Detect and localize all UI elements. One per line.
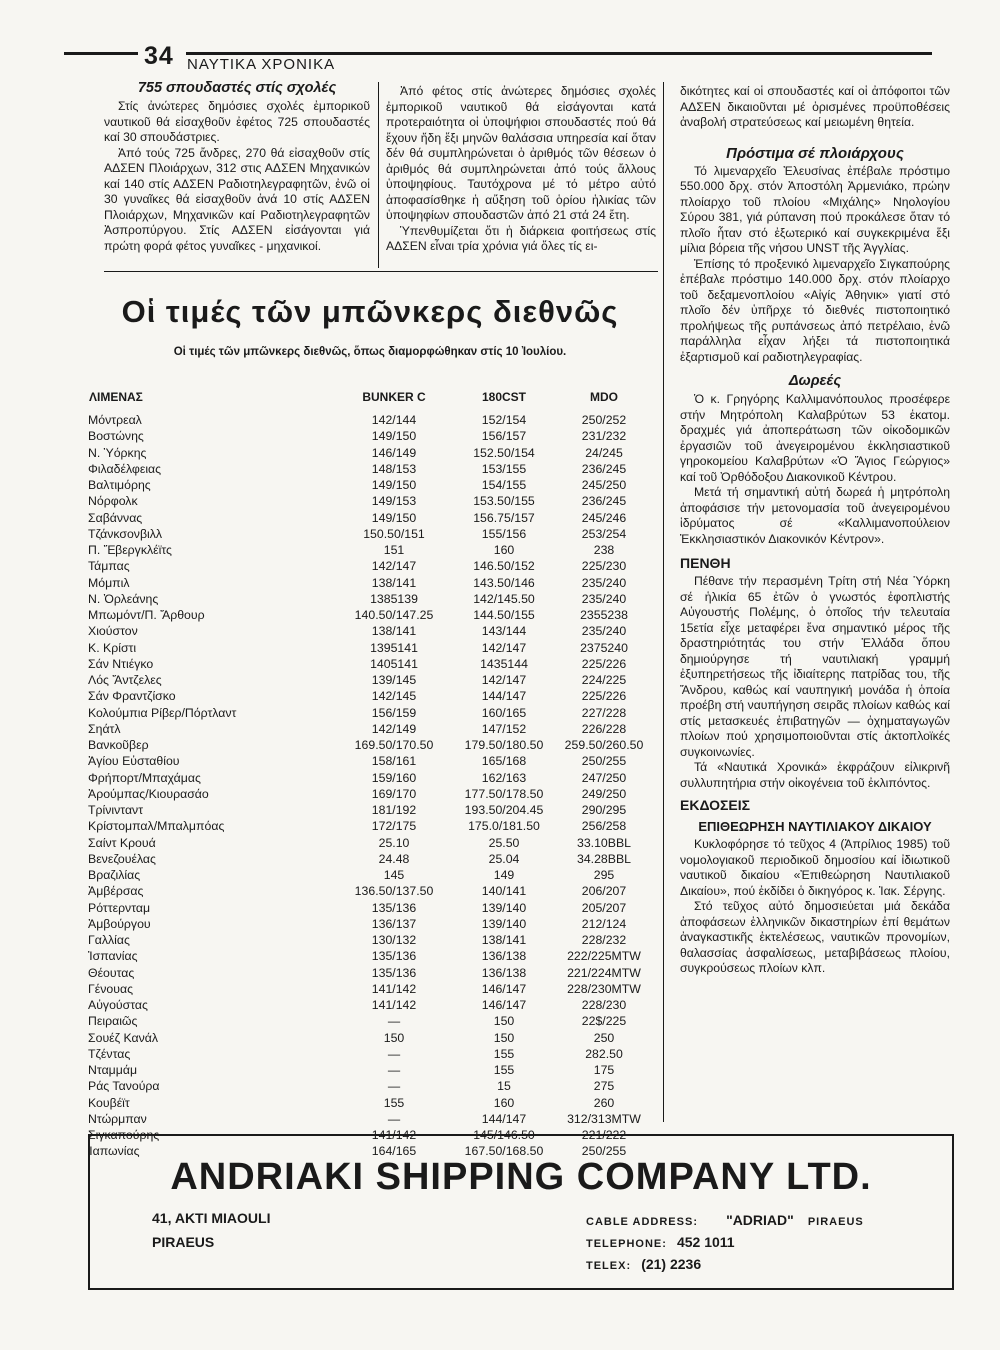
cell-180cst: 160/165 <box>481 705 527 720</box>
cell-180cst: 155 <box>493 1046 515 1061</box>
cell-mdo: 221/222 <box>581 1128 627 1143</box>
cell-mdo: 282.50 <box>585 1046 623 1061</box>
cell-port: Ν. Ὀρλεάνης <box>88 591 159 606</box>
article-paragraph: Ἐπίσης τό προξενικό λιμεναρχεῖο Σιγκαπούρης ἐπέβαλε πρόστιμο 140.000 δρχ. στόν πλοίαρχο τοῦ δεξαμενοπλοίου «Αἰγίς Ἀθηνικ» γιατί στό πλοῖο δέν ὑπῆρχε τό διεθνές πιστοποιητικό προλήψεως τῆς ρυπάνσεως ἀπό πετρέλαιο, ἐνῶ παράλληλα εἶχαν λήξει τά πιστοποιητικά ἐξαρτισμοῦ καί ραδιοτηλεγραφίας. <box>680 256 950 364</box>
column-header-mdo: MDO <box>590 390 618 404</box>
cell-port: Πειραιῶς <box>88 1014 138 1029</box>
article-paragraph: δικότητες καί οἱ σπουδαστές καί οἱ ἀπόφοιτοι τῶν ΑΔΣΕΝ δικαιοῦνται μέ ὁρισμένες προϋποθέσεις ἀναβολή στρατεύσεως καί μειωμένη θητεία. <box>680 84 950 129</box>
cell-bunker-c: 142/144 <box>371 413 417 428</box>
article-students-col2 <box>386 84 656 255</box>
bunker-prices-title: Οἱ τιμές τῶν μπῶνκερς διεθνῶς <box>121 294 619 329</box>
ad-cable-address <box>586 1212 864 1228</box>
cell-bunker-c: 149/150 <box>371 429 417 444</box>
cell-mdo: 235/240 <box>581 575 627 590</box>
cell-bunker-c: 142/145 <box>371 689 417 704</box>
article-paragraph: Στίς ἀνώτερες δημόσιες σχολές ἐμπορικοῦ ναυτικοῦ θά εἰσαχθοῦν ἐφέτος 725 σπουδαστές καί 30 σπουδάστριες. <box>104 99 370 144</box>
cell-port: Σουέζ Κανάλ <box>88 1030 159 1045</box>
cell-180cst: 136/138 <box>481 965 527 980</box>
article-paragraph: Ὁ κ. Γρηγόρης Καλλιμανόπουλος προσέφερε στήν Μητρόπολη Καλαβρύτων 53 ἑκατομ. δραχμές γιά ἀποπεράτωση τῶν οἰκοδομικῶν ἐργασιῶν τοῦ ἀνεγειρομένου ἐκκλησιαστικοῦ γηροκομείου Καλαβρύτων «Ὁ Ἅγιος Γεώργιος» καί τοῦ Ὀρθόδοξου Διακονικοῦ Κέντρου. <box>680 392 950 484</box>
cell-bunker-c: 139/145 <box>371 673 417 688</box>
cell-port: Ἁγίου Εὐσταθίου <box>88 754 180 769</box>
table-row <box>88 802 650 818</box>
cell-port: Βοστώνης <box>88 429 144 444</box>
cell-bunker-c: 146/149 <box>371 445 417 460</box>
cell-port: Κουβέϊτ <box>88 1095 130 1110</box>
cell-port: Φρήπορτ/Μπαχάμας <box>88 770 201 785</box>
ad-telephone-value: 452 1011 <box>676 1234 735 1250</box>
cell-180cst: 167.50/168.50 <box>464 1144 544 1159</box>
cell-180cst: 160 <box>493 543 515 558</box>
table-row <box>88 607 650 623</box>
table-row <box>88 851 650 867</box>
cell-mdo: 226/228 <box>581 721 627 736</box>
cell-mdo: 33.10BBL <box>576 835 631 850</box>
cell-mdo: 227/228 <box>581 705 627 720</box>
table-row <box>88 445 650 461</box>
table-row <box>88 1095 650 1111</box>
cell-180cst: 143/144 <box>481 624 527 639</box>
table-row <box>88 948 650 964</box>
cell-180cst: 155/156 <box>481 526 527 541</box>
cell-180cst: 1435144 <box>480 656 528 671</box>
cell-port: Νόρφολκ <box>88 494 138 509</box>
cell-180cst: 152.50/154 <box>473 445 535 460</box>
cell-mdo: 245/250 <box>581 478 627 493</box>
article-students-title: 755 σπουδαστές στίς σχολές <box>137 80 337 96</box>
cell-bunker-c: 141/142 <box>371 981 417 996</box>
cell-180cst: 156.75/157 <box>473 510 535 525</box>
cell-mdo: 225/226 <box>581 656 627 671</box>
cell-mdo: 205/207 <box>581 900 627 915</box>
page-number: 34 <box>144 42 174 70</box>
cell-port: Μόντρεαλ <box>88 413 142 428</box>
section-divider <box>104 271 658 272</box>
table-row <box>88 656 650 672</box>
cell-180cst: 152/154 <box>481 413 527 428</box>
cell-bunker-c: 164/165 <box>371 1144 417 1159</box>
cell-port: Τζέντας <box>88 1046 131 1061</box>
cell-port: Νταμμάμ <box>88 1063 138 1078</box>
cell-mdo: 225/226 <box>581 689 627 704</box>
table-row <box>88 1046 650 1062</box>
cell-bunker-c: 135/136 <box>371 900 417 915</box>
ad-telex <box>586 1256 701 1272</box>
article-paragraph: Ἀπό τούς 725 ἄνδρες, 270 θά εἰσαχθοῦν στίς ΑΔΣΕΝ Πλοιάρχων, 312 στις ΑΔΣΕΝ Μηχανικών καί 140 στίς ΑΔΣΕΝ Ραδιοτηλεγραφητῶν, ἐνῶ οἱ 30 γυναῖκες θά εἰσαχθοῦν ἀνά 10 στίς ΑΔΣΕΝ Πλοιάρχων, Μηχανικῶν καί Ραδιοτηλεγραφητῶν Ἀσπροπύργου. Στίς ΑΔΣΕΝ εἰσάγονται γιά πρώτη φορά φέτος γυναῖκες - μηχανικοί. <box>104 145 370 253</box>
table-row <box>88 900 650 916</box>
cell-mdo: 236/245 <box>581 494 627 509</box>
cell-mdo: 2355238 <box>580 608 628 623</box>
cell-180cst: 25.50 <box>488 835 520 850</box>
cell-bunker-c: 141/142 <box>371 1128 417 1143</box>
cell-port: Τζάνκσονβιλλ <box>88 526 163 541</box>
cell-180cst: 15 <box>497 1079 511 1094</box>
table-row <box>88 916 650 932</box>
column-header-port: ΛΙΜΕΝΑΣ <box>89 390 143 404</box>
cell-180cst: 147/152 <box>481 721 527 736</box>
table-row <box>88 640 650 656</box>
cell-port: Κολούμπια Ρίβερ/Πόρτλαντ <box>88 705 237 720</box>
ad-address-line2: PIRAEUS <box>152 1234 215 1250</box>
table-row <box>88 965 650 981</box>
cell-180cst: 145/146.50 <box>473 1128 535 1143</box>
cell-180cst: 155 <box>493 1063 515 1078</box>
article-paragraph: Πέθανε τήν περασμένη Τρίτη στή Νέα Ὑόρκη σέ ἡλικία 65 ἐτῶν ὁ γνωστός ἐφοπλιστής Αὐγουστής Πολέμης, ὁ ὁποῖος τήν τελευταία 15ετία εἶχε μεταφέρει ἕνα σημαντικό μέρος τῆς δραστηριότητάς του στήν Ἑλλάδα ὅπου δημιούργησε τή ναυτιλιακή γραμμή ἐξυπηρετήσεως τῆς ἰδιαίτερης πατρίδας του, τῆς Ἄνδρου, καθώς καί ναυπηγική μονάδα ἡ ὁποία προέβη στή ναυπήγηση σειρᾶς πλοίων καθώς καί στίς μετασκευές ἐπιβατηγῶν — ὀχηματαγωγῶν πλοίων πού χρησιμοποιοῦνται στίς ἀκτοπλοϊκές συγκοινωνίες. <box>680 574 950 759</box>
cell-port: Τάμπας <box>88 559 130 574</box>
table-row <box>88 510 650 526</box>
cell-180cst: 142/147 <box>481 640 527 655</box>
publications-article-title: ΕΠΙΘΕΩΡΗΣΗ ΝΑΥΤΙΛΙΑΚΟΥ ΔΙΚΑΙΟΥ <box>698 819 932 834</box>
table-row <box>88 688 650 704</box>
cell-bunker-c: — <box>387 1046 401 1061</box>
table-row <box>88 818 650 834</box>
cell-mdo: 275 <box>593 1079 615 1094</box>
cell-bunker-c: 181/192 <box>371 803 417 818</box>
cell-mdo: 34.28BBL <box>576 851 631 866</box>
cell-180cst: 139/140 <box>481 916 527 931</box>
cell-mdo: 250 <box>593 1030 615 1045</box>
cell-port: Αὐγούστας <box>88 998 148 1013</box>
cell-180cst: 143.50/146 <box>473 575 535 590</box>
cell-mdo: 212/124 <box>581 916 627 931</box>
table-row <box>88 867 650 883</box>
cell-mdo: 22$/225 <box>581 1014 627 1029</box>
cell-port: Ν. Ὑόρκης <box>88 445 147 460</box>
table-row <box>88 981 650 997</box>
cell-bunker-c: 1395141 <box>370 640 418 655</box>
cell-port: Τρίνινταντ <box>88 803 144 818</box>
table-row <box>88 997 650 1013</box>
cell-bunker-c: 142/147 <box>371 559 417 574</box>
cell-bunker-c: 1405141 <box>370 656 418 671</box>
cell-bunker-c: 169.50/170.50 <box>354 738 434 753</box>
cell-bunker-c: 155 <box>383 1095 405 1110</box>
cell-port: Λός Ἄντζελες <box>88 673 162 688</box>
header-rule-left <box>64 52 138 55</box>
cell-180cst: 177.50/178.50 <box>464 786 544 801</box>
cell-port: Κ. Κρίστι <box>88 640 137 655</box>
table-row <box>88 932 650 948</box>
cell-mdo: 228/232 <box>581 933 627 948</box>
article-donations-title: Δωρεές <box>788 373 842 389</box>
cell-bunker-c: — <box>387 1063 401 1078</box>
cell-port: Σαβάννας <box>88 510 143 525</box>
cell-mdo: 228/230MTW <box>567 981 641 996</box>
cell-180cst: 139/140 <box>481 900 527 915</box>
cell-mdo: 235/240 <box>581 624 627 639</box>
cell-180cst: 144.50/155 <box>473 608 535 623</box>
cell-port: Ἀμβέρσας <box>88 884 144 899</box>
cell-bunker-c: — <box>387 1014 401 1029</box>
article-mourning-title: ΠΕΝΘΗ <box>680 555 731 571</box>
cell-port: Ρόττερνταμ <box>88 900 151 915</box>
cell-mdo: 206/207 <box>581 884 627 899</box>
cell-port: Βραζιλίας <box>88 868 141 883</box>
cell-port: Σάν Φραντζίσκο <box>88 689 176 704</box>
cell-bunker-c: 136.50/137.50 <box>354 884 434 899</box>
cell-mdo: 259.50/260.50 <box>564 738 644 753</box>
article-fines-title: Πρόστιμα σέ πλοιάρχους <box>726 144 904 162</box>
cell-mdo: 224/225 <box>581 673 627 688</box>
table-row <box>88 591 650 607</box>
cell-180cst: 150 <box>493 1014 515 1029</box>
cell-bunker-c: 135/136 <box>371 965 417 980</box>
cell-port: Σιγκαπούρης <box>88 1128 160 1143</box>
cell-port: Ντώρμπαν <box>88 1111 147 1126</box>
cell-mdo: 245/246 <box>581 510 627 525</box>
cell-bunker-c: 159/160 <box>371 770 417 785</box>
cell-port: Γένουας <box>88 981 134 996</box>
table-row <box>88 558 650 574</box>
cell-bunker-c: 135/136 <box>371 949 417 964</box>
table-row <box>88 428 650 444</box>
table-row <box>88 1030 650 1046</box>
column-header-bunker-c: BUNKER C <box>362 390 426 404</box>
table-row <box>88 786 650 802</box>
header-rule-right <box>186 52 932 55</box>
table-header-row <box>88 382 650 412</box>
cell-180cst: 136/138 <box>481 949 527 964</box>
ad-cable-label: CABLE ADDRESS: <box>586 1216 698 1228</box>
cell-180cst: 140/141 <box>481 884 527 899</box>
cell-mdo: 312/313MTW <box>567 1111 641 1126</box>
cell-bunker-c: 140.50/147.25 <box>354 608 434 623</box>
cell-180cst: 179.50/180.50 <box>464 738 544 753</box>
article-paragraph: Στό τεῦχος αὐτό δημοσιεύεται μιά δεκάδα ἀποφάσεων ἑλληνικῶν δικαστηρίων ἐπί θεμάτων ἀναγκαστικῆς ἐκτελέσεως, ναυτικῶν προνομίων, θαλασσίας ἀσφαλίσεως, μεταβιβάσεως πλοίου, συγκρούσεως πλοίων κλπ. <box>680 899 950 975</box>
cell-port: Βανκοῦβερ <box>88 738 149 753</box>
cell-bunker-c: 151 <box>383 543 405 558</box>
table-row <box>88 721 650 737</box>
publication-title: ΝΑΥΤΙΚΑ ΧΡΟΝΙΚΑ <box>187 56 336 73</box>
cell-mdo: 236/245 <box>581 461 627 476</box>
table-row <box>88 672 650 688</box>
cell-port: Σαίντ Κρουά <box>88 835 156 850</box>
cell-mdo: 228/230 <box>581 998 627 1013</box>
ad-telex-label: TELEX: <box>586 1260 632 1272</box>
table-row <box>88 542 650 558</box>
cell-180cst: 160 <box>493 1095 515 1110</box>
ad-telephone <box>586 1234 735 1250</box>
cell-mdo: 2375240 <box>580 640 628 655</box>
cell-180cst: 153/155 <box>481 461 527 476</box>
ad-company-name: ANDRIAKI SHIPPING COMPANY LTD. <box>170 1156 872 1198</box>
cell-180cst: 156/157 <box>481 429 527 444</box>
cell-port: Ἰσπανίας <box>88 949 138 964</box>
cell-port: Βενεζουέλας <box>88 851 156 866</box>
cell-180cst: 162/163 <box>481 770 527 785</box>
ad-telex-value: (21) 2236 <box>641 1256 702 1272</box>
cell-port: Χιούστον <box>88 624 138 639</box>
column-divider <box>663 82 664 1122</box>
cell-bunker-c: 149/150 <box>371 478 417 493</box>
cell-mdo: 247/250 <box>581 770 627 785</box>
cell-mdo: 222/225MTW <box>567 949 641 964</box>
cell-bunker-c: 172/175 <box>371 819 417 834</box>
cell-port: Ράς Τανούρα <box>88 1079 160 1094</box>
table-row <box>88 1078 650 1094</box>
table-row <box>88 412 650 428</box>
cell-mdo: 295 <box>593 868 615 883</box>
cell-mdo: 260 <box>593 1095 615 1110</box>
table-row <box>88 575 650 591</box>
cell-bunker-c: 141/142 <box>371 998 417 1013</box>
table-row <box>88 477 650 493</box>
cell-port: Ἀρούμπας/Κιουρασάο <box>88 786 209 801</box>
cell-bunker-c: 150.50/151 <box>363 526 425 541</box>
table-row <box>88 737 650 753</box>
cell-180cst: 150 <box>493 1030 515 1045</box>
cell-mdo: 290/295 <box>581 803 627 818</box>
cell-180cst: 146/147 <box>481 981 527 996</box>
cell-bunker-c: 156/159 <box>371 705 417 720</box>
table-row <box>88 461 650 477</box>
cell-mdo: 238 <box>593 543 615 558</box>
cell-180cst: 138/141 <box>481 933 527 948</box>
table-row <box>88 493 650 509</box>
cell-180cst: 142/145.50 <box>473 591 535 606</box>
ad-cable-value: "ADRIAD" <box>726 1212 794 1228</box>
cell-bunker-c: 1385139 <box>370 591 418 606</box>
cell-mdo: 221/224MTW <box>567 965 641 980</box>
table-row <box>88 753 650 769</box>
cell-port: Ἀμβούργου <box>88 916 151 931</box>
cell-180cst: 149 <box>493 868 515 883</box>
cell-port: Θέουτας <box>88 965 135 980</box>
cell-bunker-c: 142/149 <box>371 721 417 736</box>
cell-port: Μόμπιλ <box>88 575 130 590</box>
cell-bunker-c: — <box>387 1079 401 1094</box>
cell-mdo: 249/250 <box>581 786 627 801</box>
cell-port: Ἰαπωνίας <box>88 1144 140 1159</box>
cell-mdo: 235/240 <box>581 591 627 606</box>
ad-address-line1: 41, AKTI MIAOULI <box>152 1210 271 1226</box>
cell-bunker-c: 25.10 <box>378 835 410 850</box>
bunker-prices-subtitle: Οἱ τιμές τῶν μπῶνκερς διεθνῶς, ὅπως διαμορφώθηκαν στίς 10 Ἰουλίου. <box>173 346 567 358</box>
table-row <box>88 526 650 542</box>
cell-port: Κρίστομπαλ/Μπαλμπόας <box>88 819 225 834</box>
cell-bunker-c: 136/137 <box>371 916 417 931</box>
bunker-prices-table <box>88 382 650 1160</box>
table-row <box>88 1062 650 1078</box>
cell-port: Σάν Ντιέγκο <box>88 656 154 671</box>
cell-mdo: 250/255 <box>581 754 627 769</box>
table-row <box>88 835 650 851</box>
table-row <box>88 1111 650 1127</box>
article-paragraph: Ὑπενθυμίζεται ὅτι ἡ διάρκεια φοιτήσεως στίς ΑΔΣΕΝ εἶναι τρία χρόνια γιά ὅλες τίς ει- <box>386 223 656 253</box>
cell-mdo: 175 <box>593 1063 615 1078</box>
cell-180cst: 165/168 <box>481 754 527 769</box>
cell-bunker-c: 149/153 <box>371 494 417 509</box>
table-row <box>88 770 650 786</box>
cell-mdo: 225/230 <box>581 559 627 574</box>
cell-180cst: 175.0/181.50 <box>468 819 540 834</box>
table-row <box>88 623 650 639</box>
column-header-180cst: 180CST <box>481 390 527 404</box>
cell-bunker-c: 24.48 <box>378 851 410 866</box>
cell-bunker-c: 148/153 <box>371 461 417 476</box>
cell-port: Π. Ἔβεργκλέϊτς <box>88 543 172 558</box>
article-paragraph: Ἀπό φέτος στίς ἀνώτερες δημόσιες σχολές ἐμπορικοῦ ναυτικοῦ θά εἰσάγονται κατά προτεραιότητα οἱ ὑποψήφιοι σπουδαστές πού θά ἔχουν ἤδη ἕξι μηνῶν θαλάσσια υπηρεσία καί ὅταν δέν θά συμπληρώνεται ὁ ἀριθμός τῶν θέσεων ὁ ἀριθμός θά συμπληρώνεται ἀπό τούς ἄλλους ὑποψηφίους. Ταυτόχρονα μέ τό μέτρο αὐτό ἀποφασίσθηκε ἡ αὔξηση τοῦ ὁρίου ἡλικίας τῶν ὑποψηφίων σπουδαστῶν ἀπό 21 στά 24 ἔτη. <box>386 84 656 222</box>
cell-port: Φιλαδέλφειας <box>88 461 162 476</box>
cell-bunker-c: 145 <box>383 868 405 883</box>
article-paragraph: Τά «Ναυτικά Χρονικά» ἐκφράζουν εἰλικρινῆ συλλυπητήρια στήν οἰκογένεια τοῦ ἐκλιπόντος. <box>680 760 950 790</box>
table-row <box>88 883 650 899</box>
ad-cable-city: PIRAEUS <box>807 1216 864 1228</box>
cell-bunker-c: 149/150 <box>371 510 417 525</box>
cell-port: Γαλλίας <box>88 933 130 948</box>
cell-bunker-c: — <box>387 1111 401 1126</box>
cell-bunker-c: 150 <box>383 1030 405 1045</box>
article-paragraph: Κυκλοφόρησε τό τεῦχος 4 (Ἀπρίλιος 1985) τοῦ νομολογιακοῦ περιοδικοῦ δημοσίου καί ἰδιωτικοῦ ναυτικοῦ δικαίου «Ἐπιθεώρηση Ναυτιλιακοῦ Δικαίου», πού ἐκδίδει ὁ δικηγόρος κ. Ἰακ. Σέργης. <box>680 837 950 898</box>
cell-bunker-c: 138/141 <box>371 624 417 639</box>
cell-180cst: 144/147 <box>481 1111 527 1126</box>
cell-bunker-c: 169/170 <box>371 786 417 801</box>
table-row <box>88 705 650 721</box>
cell-mdo: 24/245 <box>585 445 623 460</box>
cell-180cst: 153.50/155 <box>473 494 535 509</box>
cell-180cst: 144/147 <box>481 689 527 704</box>
cell-180cst: 142/147 <box>481 673 527 688</box>
cell-180cst: 154/155 <box>481 478 527 493</box>
cell-180cst: 146.50/152 <box>473 559 535 574</box>
cell-port: Μπωμόντ/Π. Ἄρθουρ <box>88 608 205 623</box>
cell-bunker-c: 158/161 <box>371 754 417 769</box>
table-row <box>88 1013 650 1029</box>
right-column <box>680 84 950 977</box>
cell-mdo: 256/258 <box>581 819 627 834</box>
advertisement-box <box>88 1134 954 1290</box>
column-divider <box>378 82 379 268</box>
cell-mdo: 231/232 <box>581 429 627 444</box>
ad-telephone-label: TELEPHONE: <box>586 1238 667 1250</box>
cell-bunker-c: 138/141 <box>371 575 417 590</box>
article-paragraph: Μετά τή σημαντική αὐτή δωρεά ἡ μητρόπολη ἀποφάσισε τήν μετονομασία τοῦ ἀνεγειρομένου ἱδρύματος σέ «Καλλιμανοπούλειον Ἐκκλησιαστικόν Διακονικόν Κέντρον». <box>680 485 950 546</box>
cell-180cst: 25.04 <box>488 851 520 866</box>
cell-bunker-c: 130/132 <box>371 933 417 948</box>
cell-mdo: 253/254 <box>581 526 627 541</box>
cell-mdo: 250/252 <box>581 413 627 428</box>
cell-mdo: 250/255 <box>581 1144 627 1159</box>
article-paragraph: Τό λιμεναρχεῖο Ἐλευσίνας ἐπέβαλε πρόστιμο 550.000 δρχ. στόν Ἀποστόλη Ἀρμενιάκο, πρώην πλοίαρχο τοῦ πλοίου «Μιχάλης» Νηολογίου Σύρου 381, γιά ρύπανση πού προκάλεσε ὅταν τό πλοῖο ἦταν στό ἐξωτερικό καί συγκεκριμένα ἕξι μίλια βόρεια τῆς νήσου UNST τῆς Ἀγγλίας. <box>680 163 950 255</box>
article-students-col1 <box>104 80 370 254</box>
cell-180cst: 146/147 <box>481 998 527 1013</box>
cell-port: Σηάτλ <box>88 721 121 736</box>
cell-port: Βαλτιμόρης <box>88 478 151 493</box>
publications-section-title: ΕΚΔΟΣΕΙΣ <box>680 797 751 813</box>
cell-180cst: 193.50/204.45 <box>464 803 544 818</box>
